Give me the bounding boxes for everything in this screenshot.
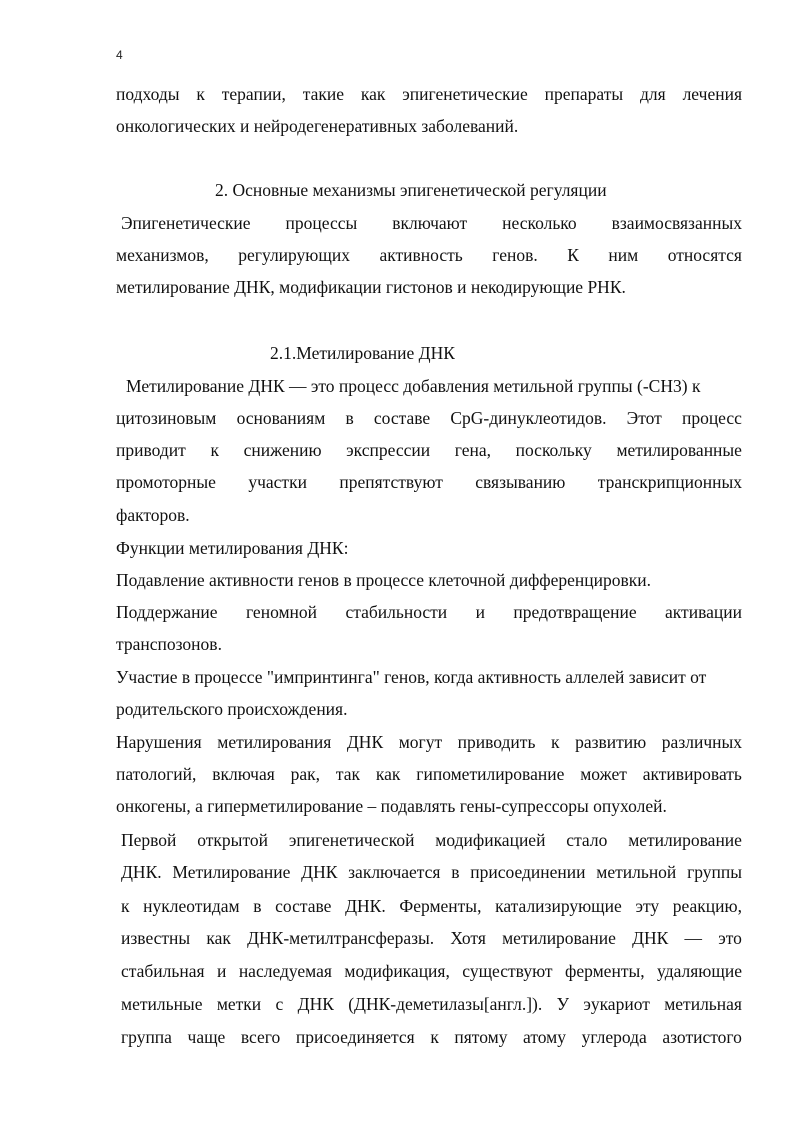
word: экспрессии bbox=[346, 440, 431, 460]
word: ДНК. bbox=[345, 896, 386, 916]
text-line bbox=[121, 895, 742, 917]
text-line bbox=[116, 244, 742, 266]
word: препараты bbox=[544, 84, 624, 104]
word: модификацией bbox=[435, 830, 546, 850]
text-line bbox=[116, 83, 742, 105]
word: активировать bbox=[642, 764, 742, 784]
word: CpG-динуклеотидов. bbox=[450, 408, 607, 428]
word: чаще bbox=[187, 1027, 226, 1047]
word: ДНК bbox=[297, 994, 334, 1014]
word: развитию bbox=[575, 732, 647, 752]
word: ним bbox=[608, 245, 639, 265]
word: приводить bbox=[457, 732, 536, 752]
word: включают bbox=[392, 213, 468, 233]
word: процессы bbox=[285, 213, 358, 233]
word: регулирующих bbox=[238, 245, 350, 265]
word: и bbox=[217, 961, 227, 981]
word: в bbox=[253, 896, 262, 916]
word: существуют bbox=[462, 961, 553, 981]
word: Этот bbox=[626, 408, 662, 428]
word: как bbox=[360, 84, 386, 104]
word: терапии, bbox=[221, 84, 286, 104]
word: составе bbox=[373, 408, 431, 428]
word: препятствуют bbox=[339, 472, 443, 492]
list-item: Подавление активности генов в процессе клеточной дифференцировки. bbox=[116, 570, 652, 590]
list-item bbox=[116, 601, 742, 623]
word: метки bbox=[216, 994, 262, 1014]
text-line bbox=[116, 731, 742, 753]
word: лечения bbox=[682, 84, 742, 104]
word: Нарушения bbox=[116, 732, 202, 752]
text-line: онкологических и нейродегенеративных заболеваний. bbox=[116, 116, 519, 136]
word: наследуемая bbox=[238, 961, 332, 981]
text-line bbox=[121, 927, 742, 949]
word: патологий, bbox=[116, 764, 197, 784]
word: катализирующие bbox=[495, 896, 622, 916]
text-line bbox=[116, 439, 742, 461]
word: эпигенетические bbox=[402, 84, 528, 104]
text-line: онкогены, а гиперметилирование – подавлять гены-супрессоры опухолей. bbox=[116, 796, 667, 816]
word: для bbox=[640, 84, 666, 104]
word: генов. bbox=[492, 245, 538, 265]
word: присоединении bbox=[470, 862, 586, 882]
word: эпигенетической bbox=[288, 830, 415, 850]
word: Поддержание bbox=[116, 602, 218, 622]
word: так bbox=[335, 764, 361, 784]
word: группа bbox=[121, 1027, 172, 1047]
subsection-heading: 2.1.Метилирование ДНК bbox=[270, 343, 455, 363]
text-line bbox=[116, 407, 742, 429]
word: может bbox=[580, 764, 627, 784]
word: к bbox=[430, 1027, 439, 1047]
word: к bbox=[551, 732, 560, 752]
word: удаляющие bbox=[657, 961, 742, 981]
list-item: Участие в процессе "импринтинга" генов, когда активность аллелей зависит от bbox=[116, 667, 707, 687]
word: с bbox=[275, 994, 284, 1014]
word: включая bbox=[212, 764, 275, 784]
page-number: 4 bbox=[116, 48, 123, 62]
word: к bbox=[210, 440, 219, 460]
word: ДНК bbox=[632, 928, 669, 948]
word: такие bbox=[302, 84, 345, 104]
word: приводит bbox=[116, 440, 186, 460]
word: (ДНК-деметилазы[англ.]). bbox=[348, 994, 543, 1014]
word: К bbox=[567, 245, 579, 265]
word: У bbox=[556, 994, 569, 1014]
word: — bbox=[684, 928, 703, 948]
text-line bbox=[121, 861, 742, 883]
word: относятся bbox=[667, 245, 742, 265]
text-line: транспозонов. bbox=[116, 634, 222, 654]
word: азотистого bbox=[662, 1027, 742, 1047]
word: геномной bbox=[245, 602, 318, 622]
word: Хотя bbox=[450, 928, 486, 948]
word: стабильности bbox=[345, 602, 448, 622]
word: гипометилирование bbox=[416, 764, 565, 784]
word: это bbox=[718, 928, 742, 948]
word: всего bbox=[240, 1027, 281, 1047]
text-line: метилирование ДНК, модификации гистонов и некодирующие РНК. bbox=[116, 277, 626, 297]
word: стабильная bbox=[121, 961, 205, 981]
word: нуклеотидам bbox=[143, 896, 240, 916]
word: ДНК-метилтрансферазы. bbox=[247, 928, 435, 948]
word: метильные bbox=[121, 994, 203, 1014]
text-line bbox=[121, 960, 742, 982]
word: метилирование bbox=[628, 830, 742, 850]
text-line: родительского происхождения. bbox=[116, 699, 348, 719]
word: ферменты, bbox=[565, 961, 645, 981]
word: поскольку bbox=[515, 440, 592, 460]
text-line bbox=[121, 993, 742, 1015]
word: стало bbox=[566, 830, 608, 850]
word: цитозиновым bbox=[116, 408, 217, 428]
text-line bbox=[121, 1026, 742, 1048]
word: присоединяется bbox=[295, 1027, 415, 1047]
word: Ферменты, bbox=[399, 896, 482, 916]
word: составе bbox=[275, 896, 332, 916]
word: известны bbox=[121, 928, 191, 948]
word: активность bbox=[379, 245, 463, 265]
word: метилирование bbox=[502, 928, 616, 948]
word: различных bbox=[661, 732, 742, 752]
word: участки bbox=[248, 472, 307, 492]
word: предотвращение bbox=[513, 602, 637, 622]
word: снижению bbox=[243, 440, 322, 460]
word: рак, bbox=[290, 764, 321, 784]
text-line: Метилирование ДНК — это процесс добавления метильной группы (-CH3) к bbox=[126, 376, 701, 396]
word: как bbox=[375, 764, 401, 784]
word: и bbox=[475, 602, 485, 622]
word: транскрипционных bbox=[597, 472, 742, 492]
word: метильной bbox=[596, 862, 677, 882]
word: гена, bbox=[454, 440, 491, 460]
list-heading: Функции метилирования ДНК: bbox=[116, 538, 349, 558]
word: Метилирование bbox=[172, 862, 291, 882]
text-line bbox=[121, 829, 742, 851]
word: ДНК bbox=[301, 862, 338, 882]
section-heading: 2. Основные механизмы эпигенетической регуляции bbox=[215, 180, 607, 200]
word: заключается bbox=[348, 862, 441, 882]
text-line bbox=[116, 763, 742, 785]
word: в bbox=[345, 408, 354, 428]
word: несколько bbox=[502, 213, 577, 233]
word: подходы bbox=[116, 84, 180, 104]
word: механизмов, bbox=[116, 245, 209, 265]
word: группы bbox=[687, 862, 742, 882]
text-line bbox=[116, 471, 742, 493]
word: модификация, bbox=[344, 961, 450, 981]
word: связыванию bbox=[475, 472, 566, 492]
word: эукариот bbox=[583, 994, 650, 1014]
word: реакцию, bbox=[672, 896, 742, 916]
word: промоторные bbox=[116, 472, 216, 492]
word: ДНК. bbox=[121, 862, 162, 882]
word: как bbox=[206, 928, 231, 948]
word: активации bbox=[665, 602, 742, 622]
text-line bbox=[121, 212, 742, 234]
word: Первой bbox=[121, 830, 177, 850]
word: к bbox=[121, 896, 130, 916]
word: могут bbox=[398, 732, 443, 752]
word: в bbox=[451, 862, 460, 882]
word: процесс bbox=[681, 408, 742, 428]
word: метильная bbox=[664, 994, 742, 1014]
word: Эпигенетические bbox=[121, 213, 251, 233]
text-line: факторов. bbox=[116, 505, 190, 525]
word: взаимосвязанных bbox=[611, 213, 742, 233]
word: эту bbox=[635, 896, 660, 916]
word: открытой bbox=[197, 830, 268, 850]
word: пятому bbox=[454, 1027, 508, 1047]
word: метилирования bbox=[217, 732, 332, 752]
word: углерода bbox=[581, 1027, 647, 1047]
word: метилированные bbox=[616, 440, 742, 460]
word: к bbox=[196, 84, 205, 104]
word: ДНК bbox=[346, 732, 384, 752]
word: атому bbox=[523, 1027, 567, 1047]
word: основаниям bbox=[236, 408, 326, 428]
